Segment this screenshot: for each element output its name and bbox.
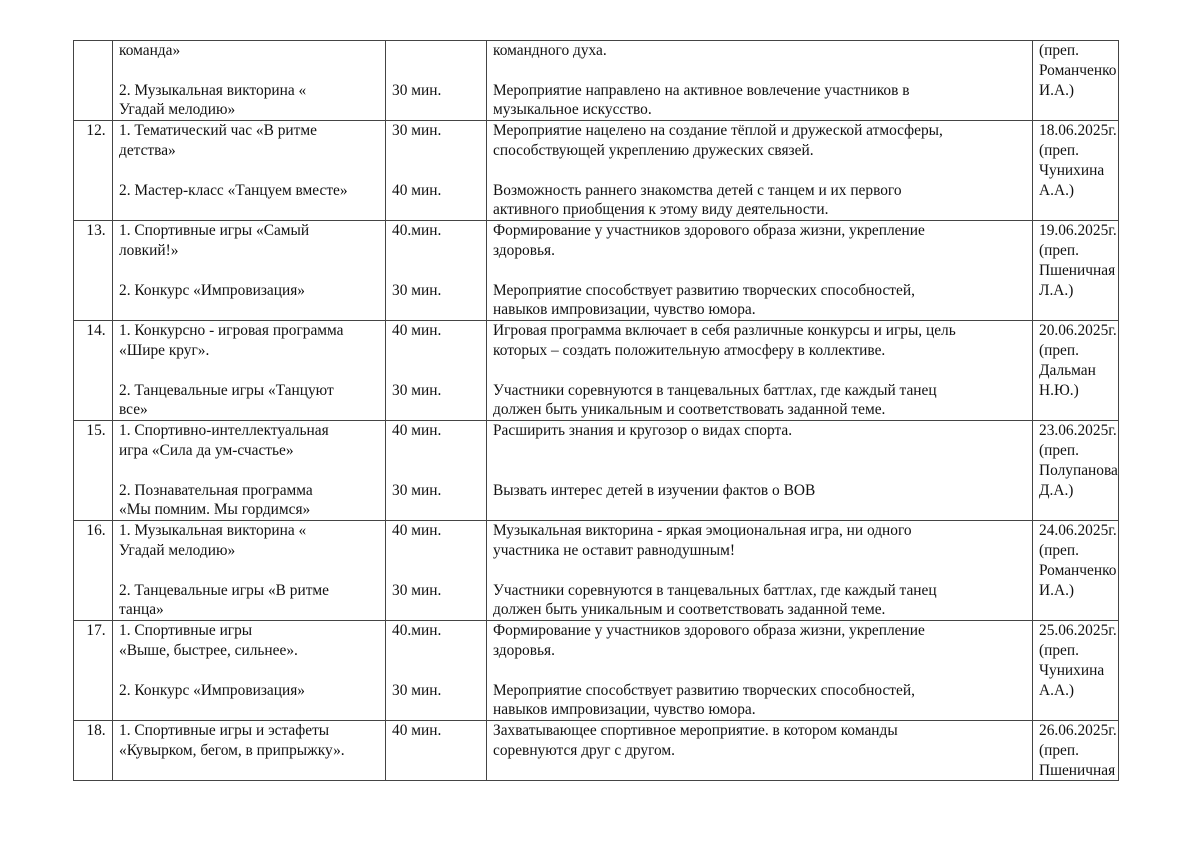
event-description-line	[493, 441, 1032, 461]
date-teacher-line: (преп.	[1039, 42, 1079, 59]
event-title-line: 1. Спортивные игры	[119, 622, 253, 640]
event-durations-cell	[386, 321, 487, 421]
date-and-teacher-cell	[1033, 421, 1119, 521]
event-duration: 30 мин.	[392, 381, 442, 399]
event-description-line	[493, 500, 1032, 520]
event-title-line: 2. Мастер-класс «Танцуем вместе»	[119, 181, 348, 199]
date-and-teacher-cell	[1033, 621, 1119, 721]
row-number-text: 15.	[86, 422, 106, 440]
schedule-table	[73, 40, 1119, 781]
date-and-teacher-cell	[1033, 321, 1119, 421]
event-title-line: 2. Музыкальная викторина «	[119, 81, 307, 99]
event-duration-pad	[392, 100, 486, 120]
date-teacher-line: 25.06.2025г.	[1039, 622, 1117, 640]
date-teacher-line: Пшеничная	[1039, 761, 1116, 779]
event-description-line: Мероприятие способствует развитию творческих способностей,	[493, 281, 915, 299]
date-teacher-line: А.А.)	[1039, 181, 1075, 199]
table-row	[74, 221, 1119, 321]
event-title-line: 1. Конкурсно - игровая программа	[119, 322, 344, 340]
event-duration: 30 мин.	[392, 81, 442, 99]
date-and-teacher-cell	[1033, 121, 1119, 221]
event-description-line: Формирование у участников здорового образа жизни, укрепление	[493, 622, 925, 640]
event-duration: 30 мин.	[392, 281, 442, 299]
event-title-line: 2. Конкурс «Импровизация»	[119, 681, 305, 699]
date-teacher-line: (преп.	[1039, 641, 1079, 659]
event-descriptions-cell	[487, 121, 1033, 221]
event-description-line: навыков импровизации, чувство юмора.	[493, 301, 756, 319]
date-teacher-line: И.А.)	[1039, 81, 1075, 99]
event-duration: 40.мин.	[392, 222, 442, 240]
event-descriptions-cell	[487, 321, 1033, 421]
row-number-text: 17.	[86, 622, 106, 640]
date-teacher-line: Д.А.)	[1039, 481, 1074, 499]
event-description-line: Участники соревнуются в танцевальных баттлах, где каждый танец	[493, 581, 937, 599]
event-titles-cell	[113, 621, 386, 721]
event-duration-pad	[392, 541, 486, 561]
date-teacher-line: (преп.	[1039, 441, 1079, 459]
event-duration	[392, 41, 486, 61]
event-description-line: Участники соревнуются в танцевальных баттлах, где каждый танец	[493, 381, 937, 399]
event-title-line: «Кувырком, бегом, в припрыжку».	[119, 741, 345, 759]
date-teacher-line: (преп.	[1039, 541, 1079, 559]
table-row	[74, 321, 1119, 421]
event-description-line: Игровая программа включает в себя различные конкурсы и игры, цель	[493, 322, 956, 340]
event-duration: 30 мин.	[392, 122, 442, 140]
event-titles-cell	[113, 321, 386, 421]
event-description-line: Захватывающее спортивное мероприятие. в котором команды	[493, 722, 898, 740]
table-row	[74, 721, 1119, 781]
row-number-text: 14.	[86, 322, 106, 340]
date-teacher-line: Полупанова	[1039, 461, 1118, 479]
event-description-line: Мероприятие направлено на активное вовлечение участников в	[493, 81, 910, 99]
event-title-line: «Шире круг».	[119, 341, 210, 359]
event-description-line: Вызвать интерес детей в изучении фактов о ВОВ	[493, 481, 816, 499]
event-descriptions-cell	[487, 221, 1033, 321]
date-teacher-line: 26.06.2025г.	[1039, 722, 1117, 740]
event-duration-pad	[392, 400, 486, 420]
event-description-line: музыкальное искусство.	[493, 101, 652, 119]
event-title-line: 1. Музыкальная викторина «	[119, 522, 307, 540]
row-number	[74, 421, 113, 521]
event-description-line: здоровья.	[493, 641, 555, 659]
event-duration: 40 мин.	[392, 722, 442, 740]
event-durations-cell	[386, 721, 487, 781]
event-description-line: должен быть уникальным и соответствовать заданной теме.	[493, 601, 886, 619]
row-number	[74, 221, 113, 321]
event-title-line: 1. Тематический час «В ритме	[119, 122, 317, 140]
date-teacher-line: Романченко	[1039, 561, 1117, 579]
event-durations-cell	[386, 421, 487, 521]
event-title-line: команда»	[119, 42, 181, 59]
event-duration: 40.мин.	[392, 622, 442, 640]
row-number	[74, 721, 113, 781]
event-titles-cell	[113, 41, 386, 121]
event-duration-pad	[392, 741, 486, 761]
event-duration-pad	[392, 200, 486, 220]
row-number-text: 18.	[86, 722, 106, 740]
event-descriptions-cell	[487, 421, 1033, 521]
event-title-line: 2. Танцевальные игры «В ритме	[119, 581, 329, 599]
date-teacher-line: 20.06.2025г.	[1039, 322, 1117, 340]
event-title-line: детства»	[119, 141, 176, 159]
event-title-line	[119, 700, 385, 720]
event-durations-cell	[386, 521, 487, 621]
event-title-line: 2. Танцевальные игры «Танцуют	[119, 381, 334, 399]
row-number	[74, 321, 113, 421]
row-number	[74, 621, 113, 721]
date-teacher-line: А.А.)	[1039, 681, 1075, 699]
event-duration-pad	[392, 700, 486, 720]
event-description-line: участника не оставит равнодушным!	[493, 541, 735, 559]
row-number	[74, 41, 113, 121]
event-description-line: должен быть уникальным и соответствовать заданной теме.	[493, 401, 886, 419]
date-teacher-line: Пшеничная	[1039, 261, 1116, 279]
event-duration-pad	[392, 241, 486, 261]
row-number-text: 12.	[86, 122, 106, 140]
event-title-line: «Выше, быстрее, сильнее».	[119, 641, 298, 659]
row-number-text: 16.	[86, 522, 106, 540]
event-title-line: игра «Сила да ум-счастье»	[119, 441, 294, 459]
event-title-line: все»	[119, 401, 148, 419]
event-titles-cell	[113, 521, 386, 621]
event-title-line: 1. Спортивно-интеллектуальная	[119, 422, 329, 440]
table-row	[74, 121, 1119, 221]
event-durations-cell	[386, 221, 487, 321]
event-duration: 30 мин.	[392, 481, 442, 499]
event-description-line: Мероприятие нацелено на создание тёплой и дружеской атмосферы,	[493, 122, 943, 140]
event-title-line: Угадай мелодию»	[119, 541, 236, 559]
event-description-line: Мероприятие способствует развитию творческих способностей,	[493, 681, 915, 699]
event-title-line: 2. Конкурс «Импровизация»	[119, 281, 305, 299]
event-title-line	[119, 300, 385, 320]
date-teacher-line: И.А.)	[1039, 581, 1075, 599]
date-and-teacher-cell	[1033, 521, 1119, 621]
date-teacher-line: Дальман	[1039, 361, 1096, 379]
date-teacher-line: 24.06.2025г.	[1039, 522, 1117, 540]
event-title-line: 1. Спортивные игры «Самый	[119, 222, 310, 240]
date-teacher-line: Л.А.)	[1039, 281, 1074, 299]
event-duration-pad	[392, 341, 486, 361]
event-durations-cell	[386, 121, 487, 221]
date-teacher-line: (преп.	[1039, 341, 1079, 359]
table-row	[74, 621, 1119, 721]
event-description-line: которых – создать положительную атмосферу в коллективе.	[493, 341, 886, 359]
date-teacher-line: Чунихина	[1039, 661, 1105, 679]
date-and-teacher-cell	[1033, 721, 1119, 781]
event-titles-cell	[113, 421, 386, 521]
event-durations-cell	[386, 621, 487, 721]
date-teacher-line: (преп.	[1039, 141, 1079, 159]
event-duration-pad	[392, 141, 486, 161]
event-title-line: ловкий!»	[119, 241, 179, 259]
event-duration: 30 мин.	[392, 581, 442, 599]
event-title-line: 1. Спортивные игры и эстафеты	[119, 722, 330, 740]
table-row	[74, 521, 1119, 621]
event-duration-pad	[392, 641, 486, 661]
event-duration-pad	[392, 441, 486, 461]
date-teacher-line: (преп.	[1039, 741, 1079, 759]
event-description-line: здоровья.	[493, 241, 555, 259]
table-row	[74, 41, 1119, 121]
event-duration: 40 мин.	[392, 322, 442, 340]
event-description-line: командного духа.	[493, 42, 607, 59]
row-number-text	[80, 41, 112, 61]
date-and-teacher-cell	[1033, 221, 1119, 321]
event-duration-pad	[392, 500, 486, 520]
event-duration-pad	[392, 600, 486, 620]
row-number	[74, 521, 113, 621]
date-teacher-line: Романченко	[1039, 61, 1117, 79]
date-and-teacher-cell	[1033, 41, 1119, 121]
event-description-line: активного приобщения к этому виду деятельности.	[493, 201, 829, 219]
date-teacher-line: Чунихина	[1039, 161, 1105, 179]
schedule-body	[74, 41, 1119, 781]
event-description-line: способствующей укреплению дружеских связей.	[493, 141, 814, 159]
event-duration: 40 мин.	[392, 522, 442, 540]
event-description-line: Расширить знания и кругозор о видах спорта.	[493, 422, 793, 440]
event-duration: 40 мин.	[392, 422, 442, 440]
event-title-line: танца»	[119, 601, 164, 619]
date-teacher-line: 19.06.2025г.	[1039, 222, 1117, 240]
event-description-line: навыков импровизации, чувство юмора.	[493, 701, 756, 719]
event-title-line: «Мы помним. Мы гордимся»	[119, 501, 311, 519]
row-number-text: 13.	[86, 222, 106, 240]
date-teacher-line: 23.06.2025г.	[1039, 422, 1117, 440]
event-duration-pad	[392, 300, 486, 320]
event-descriptions-cell	[487, 521, 1033, 621]
date-teacher-line: 18.06.2025г.	[1039, 122, 1117, 140]
event-title-line: Угадай мелодию»	[119, 101, 236, 119]
event-descriptions-cell	[487, 721, 1033, 781]
event-titles-cell	[113, 721, 386, 781]
event-description-line: Формирование у участников здорового образа жизни, укрепление	[493, 222, 925, 240]
event-title-line	[119, 200, 385, 220]
event-durations-cell	[386, 41, 487, 121]
event-descriptions-cell	[487, 41, 1033, 121]
event-description-line: Музыкальная викторина - яркая эмоциональная игра, ни одного	[493, 522, 912, 540]
event-title-line: 2. Познавательная программа	[119, 481, 313, 499]
event-titles-cell	[113, 221, 386, 321]
date-teacher-line: Н.Ю.)	[1039, 381, 1079, 399]
event-description-line: Возможность раннего знакомства детей с танцем и их первого	[493, 181, 902, 199]
event-description-line: соревнуются друг с другом.	[493, 741, 676, 759]
row-number	[74, 121, 113, 221]
event-titles-cell	[113, 121, 386, 221]
event-duration: 30 мин.	[392, 681, 442, 699]
date-teacher-line: (преп.	[1039, 241, 1079, 259]
event-descriptions-cell	[487, 621, 1033, 721]
table-row	[74, 421, 1119, 521]
event-duration: 40 мин.	[392, 181, 442, 199]
